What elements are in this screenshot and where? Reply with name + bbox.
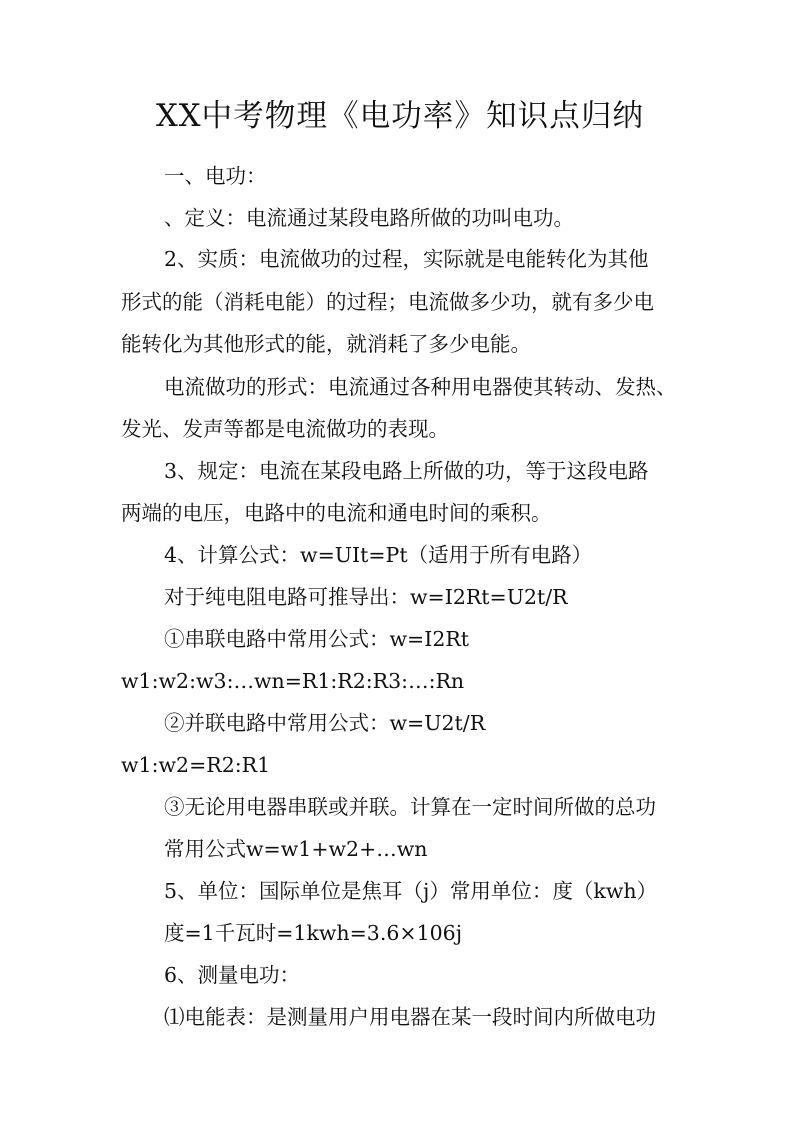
- paragraph-line: w1:w2=R2:R1: [121, 753, 271, 777]
- paragraph-line: ①串联电路中常用公式：w=I2Rt: [164, 627, 470, 651]
- paragraph-line: 4、计算公式：w=UIt=Pt（适用于所有电路）: [164, 543, 593, 567]
- paragraph-line: ⑴电能表：是测量用户用电器在某一段时间内所做电功: [164, 1005, 656, 1029]
- section-heading-electric-work: 一、电功：: [164, 164, 267, 188]
- paragraph-line: 能转化为其他形式的能，就消耗了多少电能。: [121, 332, 531, 356]
- paragraph-line: ②并联电路中常用公式：w=U2t/R: [164, 711, 486, 735]
- paragraph-line: 2、实质：电流做功的过程，实际就是电能转化为其他: [164, 247, 649, 271]
- paragraph-line: 常用公式w=w1+w2+…wn: [164, 837, 428, 861]
- paragraph-line: 电流做功的形式：电流通过各种用电器使其转动、发热、: [164, 375, 677, 399]
- paragraph-line: 5、单位：国际单位是焦耳（j）常用单位：度（kwh）: [164, 879, 658, 903]
- section-heading-measure-work: 6、测量电功：: [164, 963, 301, 987]
- paragraph-line: w1:w2:w3:…wn=R1:R2:R3:…:Rn: [121, 669, 465, 693]
- paragraph-line: 、定义：电流通过某段电路所做的功叫电功。: [164, 206, 574, 230]
- paragraph-line: 3、规定：电流在某段电路上所做的功，等于这段电路: [164, 459, 649, 483]
- paragraph-line: ③无论用电器串联或并联。计算在一定时间所做的总功: [164, 795, 656, 819]
- paragraph-line: 两端的电压，电路中的电流和通电时间的乘积。: [121, 501, 552, 525]
- paragraph-line: 对于纯电阻电路可推导出：w=I2Rt=U2t/R: [164, 585, 568, 609]
- paragraph-line: 发光、发声等都是电流做功的表现。: [121, 417, 449, 441]
- paragraph-line: 度=1千瓦时=1kwh=3.6×106j: [164, 921, 463, 945]
- paragraph-line: 形式的能（消耗电能）的过程；电流做多少功，就有多少电: [121, 290, 654, 314]
- document-title: XX中考物理《电功率》知识点归纳: [155, 99, 645, 134]
